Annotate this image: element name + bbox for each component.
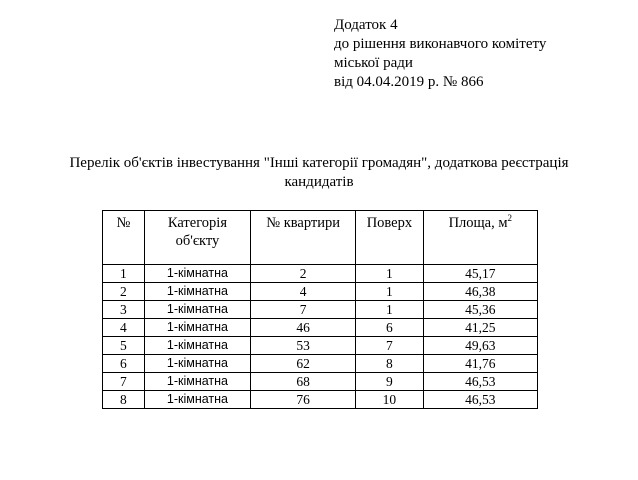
- cell-floor: 7: [356, 337, 423, 355]
- objects-table: [102, 210, 538, 409]
- cell-area: 45,36: [423, 301, 537, 319]
- document-title-line-1: Перелік об'єктів інвестування "Інші категорії громадян", додаткова реєстрація: [69, 155, 569, 171]
- annex-council: міської ради: [334, 55, 413, 71]
- annex-block: [334, 16, 546, 92]
- cell-number: 8: [103, 391, 145, 409]
- annex-date-number: від 04.04.2019 р. № 866: [334, 74, 484, 90]
- header-area: [423, 211, 537, 265]
- header-floor: Поверх: [356, 211, 423, 265]
- cell-apartment: 46: [251, 319, 356, 337]
- cell-category: 1-кімнатна: [144, 319, 250, 337]
- table-row: [103, 265, 538, 283]
- cell-category: 1-кімнатна: [144, 355, 250, 373]
- cell-area: 41,76: [423, 355, 537, 373]
- cell-category: 1-кімнатна: [144, 337, 250, 355]
- cell-floor: 1: [356, 301, 423, 319]
- cell-area: 45,17: [423, 265, 537, 283]
- header-number: №: [103, 211, 145, 265]
- cell-number: 3: [103, 301, 145, 319]
- cell-number: 5: [103, 337, 145, 355]
- table-row: [103, 283, 538, 301]
- cell-category: 1-кімнатна: [144, 391, 250, 409]
- table-row: [103, 337, 538, 355]
- cell-apartment: 7: [251, 301, 356, 319]
- cell-floor: 9: [356, 373, 423, 391]
- cell-apartment: 68: [251, 373, 356, 391]
- header-category-line-2: об'єкту: [175, 233, 220, 249]
- cell-floor: 10: [356, 391, 423, 409]
- cell-number: 1: [103, 265, 145, 283]
- cell-apartment: 76: [251, 391, 356, 409]
- cell-number: 6: [103, 355, 145, 373]
- cell-floor: 8: [356, 355, 423, 373]
- cell-category: 1-кімнатна: [144, 283, 250, 301]
- cell-category: 1-кімнатна: [144, 373, 250, 391]
- table-row: [103, 301, 538, 319]
- cell-floor: 6: [356, 319, 423, 337]
- cell-area: 46,53: [423, 391, 537, 409]
- header-category-line-1: Категорія: [167, 215, 227, 231]
- document-title-line-2: кандидатів: [284, 174, 354, 190]
- annex-decision-ref: до рішення виконавчого комітету: [334, 36, 547, 52]
- table-row: [103, 355, 538, 373]
- table-row: [103, 319, 538, 337]
- cell-apartment: 2: [251, 265, 356, 283]
- cell-apartment: 4: [251, 283, 356, 301]
- cell-apartment: 53: [251, 337, 356, 355]
- table-row: [103, 391, 538, 409]
- cell-area: 46,53: [423, 373, 537, 391]
- cell-category: 1-кімнатна: [144, 265, 250, 283]
- table-header-row: [103, 211, 538, 265]
- header-category: [144, 211, 250, 265]
- cell-area: 46,38: [423, 283, 537, 301]
- cell-number: 2: [103, 283, 145, 301]
- document-title: [0, 154, 638, 192]
- cell-category: 1-кімнатна: [144, 301, 250, 319]
- header-area-unit-exponent: 2: [507, 213, 513, 224]
- cell-floor: 1: [356, 283, 423, 301]
- cell-floor: 1: [356, 265, 423, 283]
- annex-number: Додаток 4: [334, 17, 398, 33]
- cell-area: 49,63: [423, 337, 537, 355]
- header-apartment: № квартири: [251, 211, 356, 265]
- cell-number: 4: [103, 319, 145, 337]
- cell-number: 7: [103, 373, 145, 391]
- table-row: [103, 373, 538, 391]
- cell-apartment: 62: [251, 355, 356, 373]
- header-area-label: Площа, м: [448, 215, 508, 231]
- cell-area: 41,25: [423, 319, 537, 337]
